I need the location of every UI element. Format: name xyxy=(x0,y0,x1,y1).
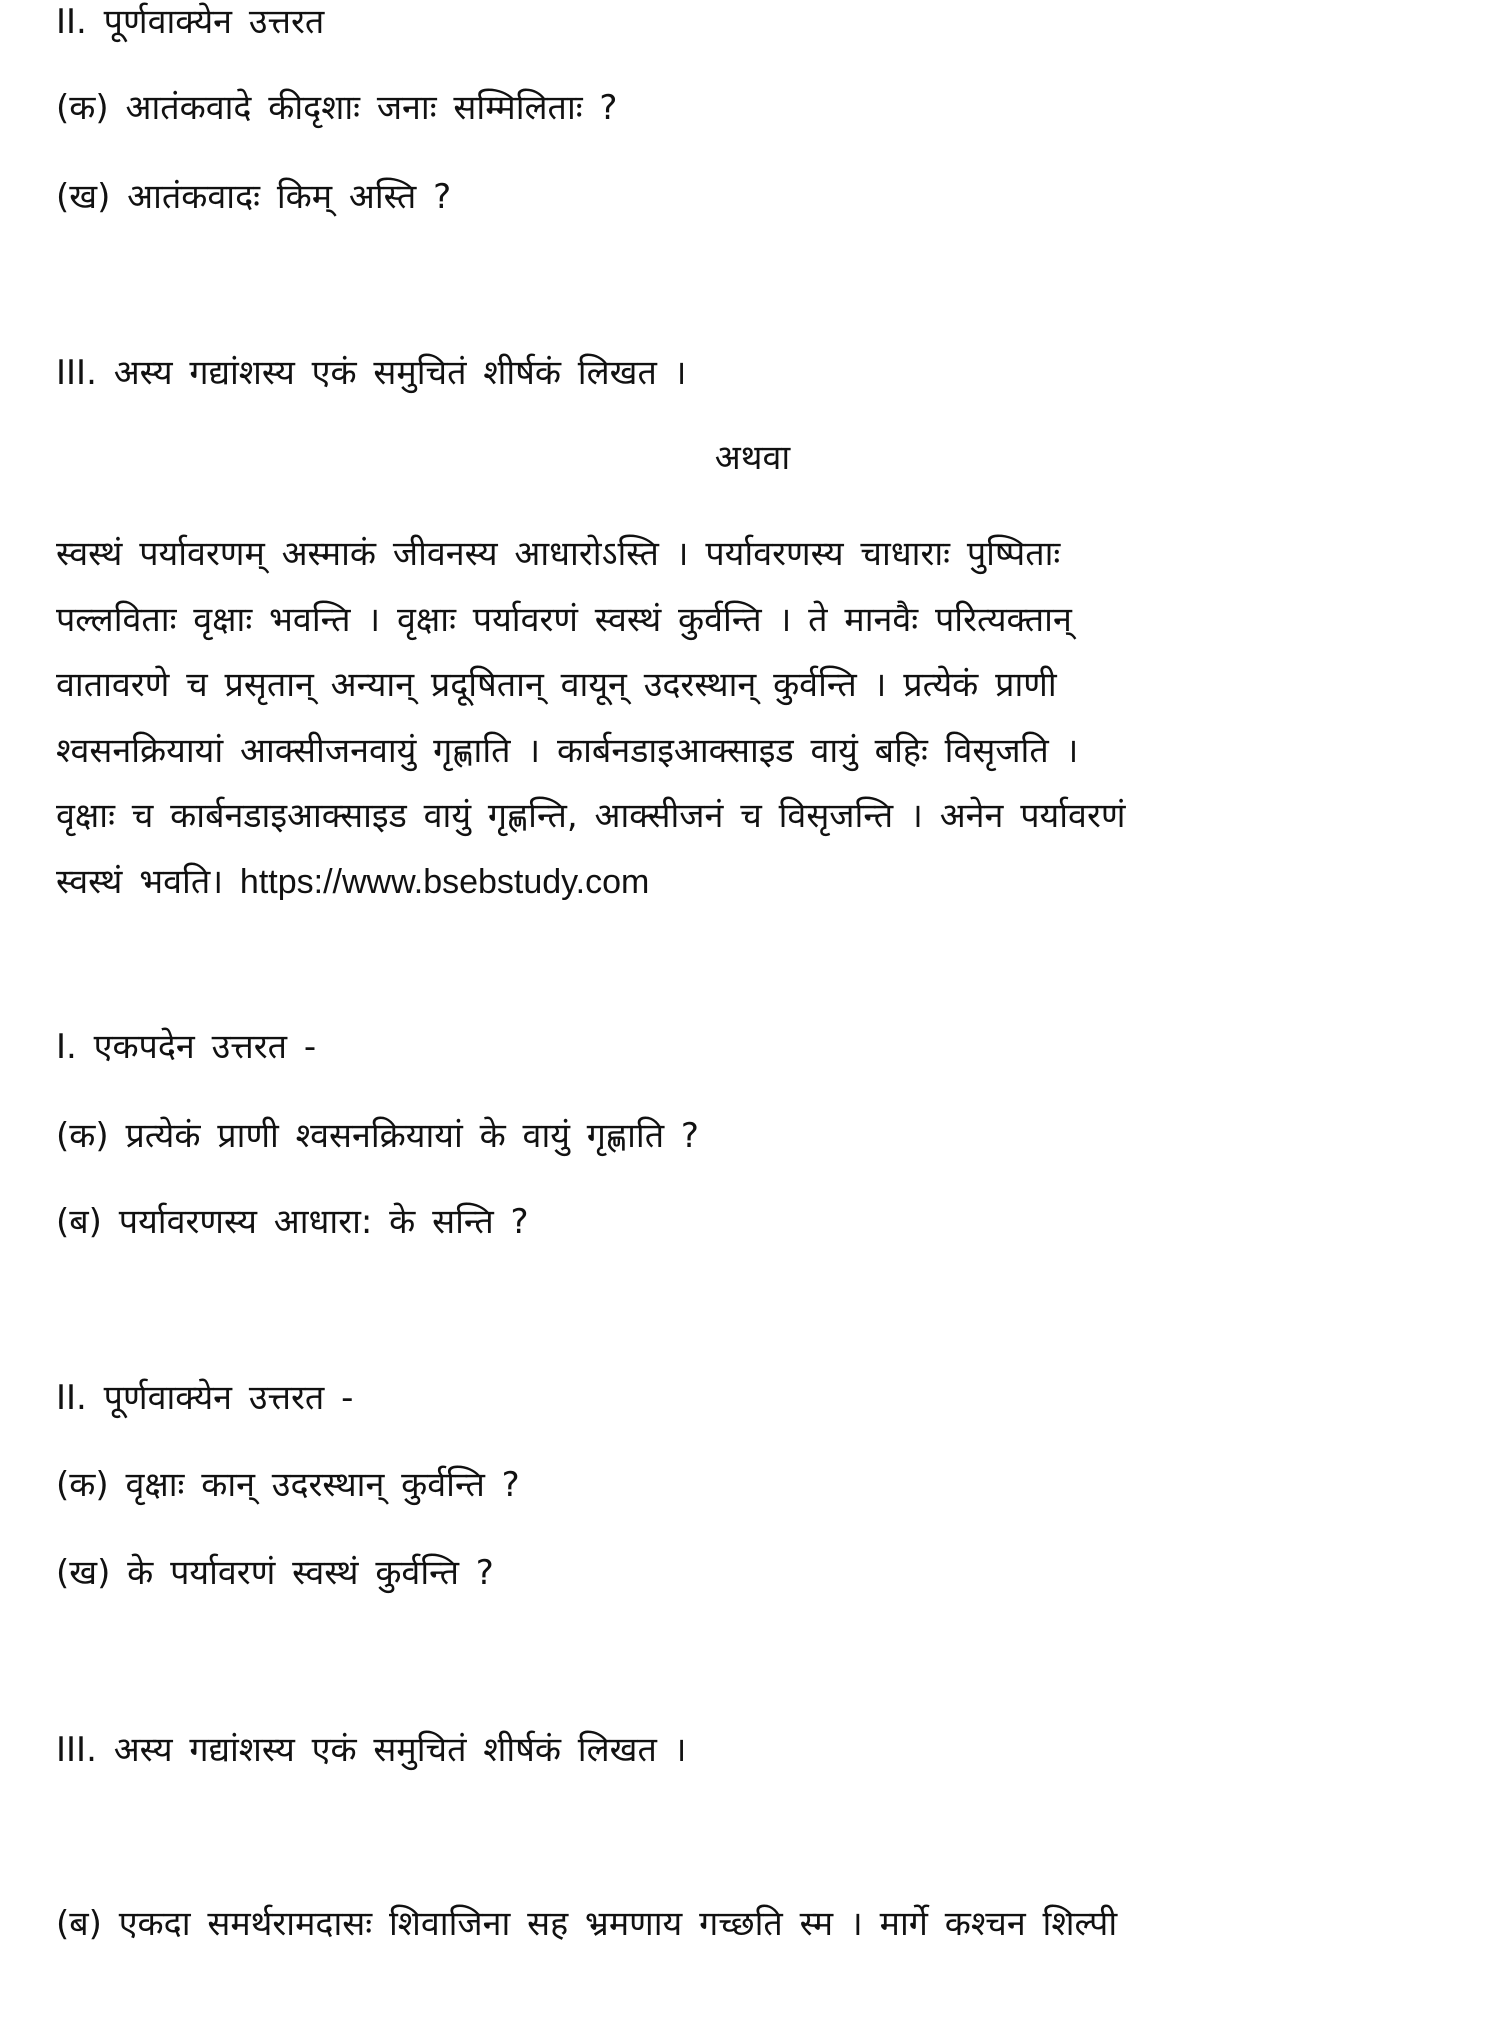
section-i-heading: I. एकपदेन उत्तरत - xyxy=(56,1027,317,1067)
passage-line: वृक्षाः च कार्बनडाइआक्साइड वायुं गृह्णन्ति, आक्सीजनं च विसृजन्ति । अनेन पर्यावरणं xyxy=(56,796,1126,836)
passage-paragraph xyxy=(56,522,1436,915)
question-ka: (क) प्रत्येकं प्राणी श्वसनक्रियायां के वायुं गृह्णाति ? xyxy=(56,1116,699,1156)
section-iii-heading: III. अस्य गद्यांशस्य एकं समुचितं शीर्षकं लिखत । xyxy=(56,353,687,393)
question-ka: (क) आतंकवादे कीदृशाः जनाः सम्मिलिताः ? xyxy=(56,88,618,128)
athava-separator: अथवा xyxy=(714,438,791,478)
section-iii-heading: III. अस्य गद्यांशस्य एकं समुचितं शीर्षकं लिखत । xyxy=(56,1730,687,1770)
passage-closing-text: स्वस्थं भवति। xyxy=(56,861,224,902)
passage-line-last xyxy=(56,850,1436,916)
question-kha: (ख) के पर्यावरणं स्वस्थं कुर्वन्ति ? xyxy=(56,1553,494,1593)
section-ii-heading: II. पूर्णवाक्येन उत्तरत - xyxy=(56,1378,354,1418)
passage-line: पल्लविताः वृक्षाः भवन्ति । वृक्षाः पर्यावरणं स्वस्थं कुर्वन्ति । ते मानवैः परित्यक्तान् xyxy=(56,599,1072,640)
section-ii-heading: II. पूर्णवाक्येन उत्तरत xyxy=(56,2,325,42)
next-passage-opening: (ब) एकदा समर्थरामदासः शिवाजिना सह भ्रमणाय गच्छति स्म । मार्गे कश्चन शिल्पी xyxy=(56,1904,1118,1944)
question-kha: (ख) आतंकवादः किम् अस्ति ? xyxy=(56,177,452,217)
passage-line: श्वसनक्रियायां आक्सीजनवायुं गृह्णाति । कार्बनडाइआक्साइड वायुं बहिः विसृजति । xyxy=(56,730,1079,771)
question-ka: (क) वृक्षाः कान् उदरस्थान् कुर्वन्ति ? xyxy=(56,1465,520,1505)
passage-line: वातावरणे च प्रसृतान् अन्यान् प्रदूषितान् वायून् उदरस्थान् कुर्वन्ति । प्रत्येकं प्राणी xyxy=(56,665,1057,705)
source-link[interactable]: https://www.bsebstudy.com xyxy=(239,862,650,901)
passage-line: स्वस्थं पर्यावरणम् अस्माकं जीवनस्य आधारोऽस्ति । पर्यावरणस्य चाधाराः पुष्पिताः xyxy=(56,534,1061,574)
question-ba: (ब) पर्यावरणस्य आधारा: के सन्ति ? xyxy=(56,1202,529,1242)
